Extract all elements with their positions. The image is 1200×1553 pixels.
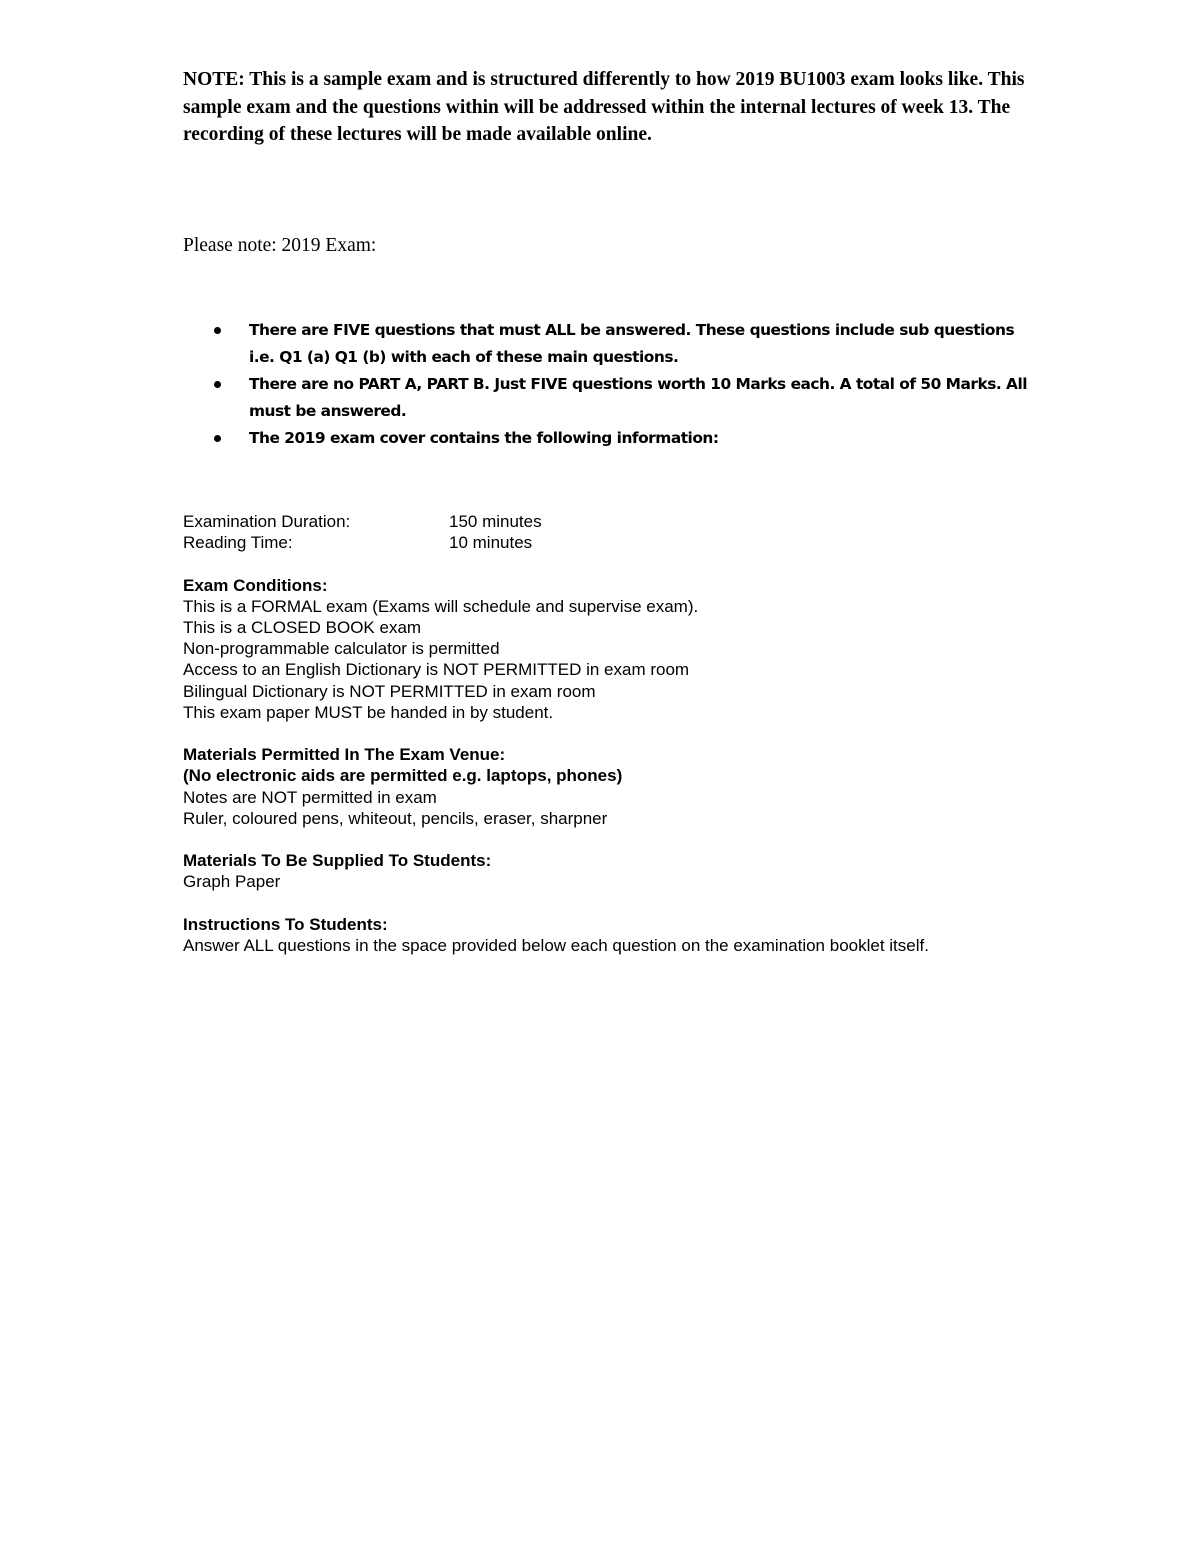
- bullet-icon: [214, 435, 221, 442]
- reading-time-row: [183, 532, 1083, 553]
- reading-time-label: Reading Time:: [183, 533, 293, 553]
- materials-supplied-line: Graph Paper: [183, 872, 281, 892]
- bullet-text: The 2019 exam cover contains the following information:: [249, 429, 719, 447]
- reading-time-value: 10 minutes: [449, 533, 533, 553]
- bullet-item: [183, 371, 1043, 425]
- duration-row: [183, 511, 1083, 532]
- condition-line: Non-programmable calculator is permitted: [183, 639, 500, 659]
- bullet-text: There are FIVE questions that must ALL be answered. These questions include sub questions i.e. Q1 (a) Q1 (b) with each of these main questions.: [249, 321, 1015, 366]
- exam-info-bullet-list: [183, 317, 1043, 452]
- duration-value: 150 minutes: [449, 512, 542, 531]
- instructions-line: Answer ALL questions in the space provided below each question on the examination booklet itself.: [183, 936, 929, 955]
- bullet-item: [183, 317, 1043, 371]
- exam-conditions-heading: Exam Conditions:: [183, 575, 328, 595]
- sample-exam-note: NOTE: This is a sample exam and is structured differently to how 2019 BU1003 exam looks like. This sample exam and the questions within will be addressed within the internal lectures of week 13. The recording of these lectures will be made available online.: [183, 69, 1025, 145]
- exam-cover-info: [183, 511, 1083, 956]
- materials-line: Ruler, coloured pens, whiteout, pencils, eraser, sharpner: [183, 808, 608, 828]
- bullet-icon: [214, 381, 221, 388]
- condition-line: Bilingual Dictionary is NOT PERMITTED in exam room: [183, 681, 596, 701]
- condition-line: This is a FORMAL exam (Exams will schedule and supervise exam).: [183, 596, 699, 616]
- bullet-icon: [214, 327, 221, 334]
- please-note-heading: Please note: 2019 Exam:: [183, 235, 377, 256]
- materials-line: Notes are NOT permitted in exam: [183, 787, 437, 807]
- materials-permitted-subheading: (No electronic aids are permitted e.g. laptops, phones): [183, 766, 623, 786]
- bullet-text: There are no PART A, PART B. Just FIVE questions worth 10 Marks each. A total of 50 Marks. All must be answered.: [249, 375, 1028, 420]
- materials-supplied-heading: Materials To Be Supplied To Students:: [183, 851, 492, 871]
- bullet-item: [183, 425, 1043, 452]
- instructions-heading: Instructions To Students:: [183, 914, 388, 934]
- condition-line: Access to an English Dictionary is NOT PERMITTED in exam room: [183, 660, 690, 680]
- condition-line: This exam paper MUST be handed in by student.: [183, 702, 554, 722]
- condition-line: This is a CLOSED BOOK exam: [183, 618, 422, 637]
- duration-label: Examination Duration:: [183, 512, 351, 531]
- materials-permitted-heading: Materials Permitted In The Exam Venue:: [183, 745, 506, 765]
